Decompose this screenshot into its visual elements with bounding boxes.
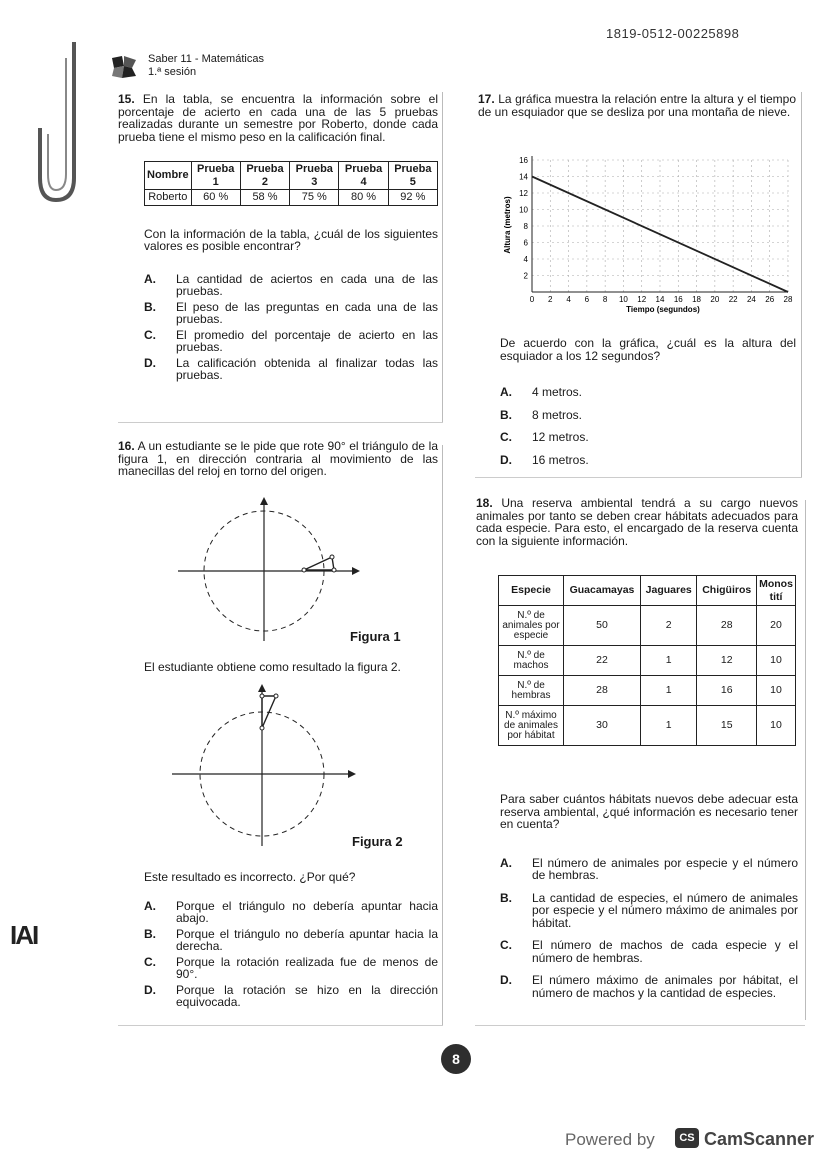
question-16 <box>118 440 438 478</box>
figure-2-label: Figura 2 <box>352 834 403 849</box>
option-letter: B. <box>144 299 156 314</box>
option-text: Porque la rotación realizada fue de menos de 90°. <box>176 954 438 981</box>
q17-option-d[interactable] <box>500 454 796 467</box>
q17-question: De acuerdo con la gráfica, ¿cuál es la altura del esquiador a los 12 segundos? <box>500 336 796 363</box>
q18-number: 18. <box>476 496 493 510</box>
option-text: La cantidad de especies, el número de animales por especie y el número máximo de animales por hábitat. <box>532 890 798 930</box>
question-17 <box>478 93 796 118</box>
option-text: El promedio del porcentaje de acierto en las pruebas. <box>176 327 438 354</box>
option-text: El peso de las preguntas en cada una de las pruebas. <box>176 299 438 326</box>
subject-title: Saber 11 - Matemáticas <box>148 53 264 65</box>
chart-x-tick-label: 14 <box>655 295 665 304</box>
option-letter: D. <box>144 355 156 370</box>
q16-middle-text: El estudiante obtiene como resultado la figura 2. <box>144 660 401 674</box>
q18-cell: 16 <box>697 676 757 706</box>
option-letter: C. <box>144 954 156 969</box>
option-letter: D. <box>500 452 512 467</box>
q15-table <box>144 161 438 206</box>
option-text: 8 metros. <box>532 407 583 422</box>
chart-series-line <box>532 177 788 293</box>
option-text: 4 metros. <box>532 385 583 399</box>
q18-cell: 1 <box>641 676 697 706</box>
option-letter: D. <box>144 982 156 997</box>
q18-row-label: N.º máximo de animales por hábitat <box>499 706 564 746</box>
q15-number: 15. <box>118 92 135 106</box>
chart-x-tick-label: 10 <box>618 295 628 304</box>
chart-x-tick-label: 28 <box>783 295 793 304</box>
left-column-divider-2 <box>442 445 443 1025</box>
chart-y-tick-label: 6 <box>523 238 528 248</box>
option-text: La cantidad de aciertos en cada una de las pruebas. <box>176 271 438 298</box>
chart-series <box>532 177 788 293</box>
chart-x-tick-label: 16 <box>673 295 683 304</box>
q18-cell: 50 <box>564 606 641 646</box>
q18-cell: 28 <box>697 606 757 646</box>
q15-option-d[interactable] <box>144 357 438 382</box>
q18-header-cell: Guacamayas <box>564 576 641 606</box>
option-text: Porque el triángulo no debería apuntar hacia abajo. <box>176 898 438 925</box>
q15-header-cell: Prueba 2 <box>240 162 289 190</box>
chart-y-tick-label: 10 <box>519 205 528 215</box>
chart-x-tick-label: 22 <box>728 295 738 304</box>
chart-x-tick-label: 12 <box>637 295 647 304</box>
page-number: 8 <box>441 1044 471 1074</box>
q18-option-a[interactable] <box>500 857 798 882</box>
q16-statement: A un estudiante se le pide que rote 90° el triángulo de la figura 1, en dirección contraria al movimiento de las manecillas del reloj en torno del origen. <box>118 439 438 478</box>
camscanner-logo-icon: CS <box>675 1128 699 1148</box>
q15-option-b[interactable] <box>144 301 438 326</box>
q18-header-cell: Chigüiros <box>697 576 757 606</box>
session-label: 1.ª sesión <box>148 66 197 78</box>
q15-cell: 80 % <box>339 190 388 206</box>
q18-row-label: N.º de hembras <box>499 676 564 706</box>
option-letter: A. <box>144 271 156 286</box>
q15-cell: 60 % <box>191 190 240 206</box>
q18-option-b[interactable] <box>500 892 798 930</box>
chart-x-tick-label: 20 <box>710 295 720 304</box>
q18-header-cell: Monos tití <box>757 576 796 606</box>
option-letter: B. <box>500 407 512 422</box>
chart-x-tick-label: 18 <box>692 295 702 304</box>
q17-separator <box>475 477 802 478</box>
q16-question: Este resultado es incorrecto. ¿Por qué? <box>144 870 356 884</box>
q15-table-row <box>145 190 438 206</box>
q15-header-cell: Prueba 5 <box>388 162 437 190</box>
chart-x-tick-label: 6 <box>584 295 590 304</box>
q18-cell: 28 <box>564 676 641 706</box>
q18-cell: 10 <box>757 646 796 676</box>
q18-row-label: N.º de animales por especie <box>499 606 564 646</box>
q15-options <box>144 273 438 382</box>
chart-x-tick-label: 8 <box>602 295 608 304</box>
icfes-logo-icon <box>110 54 138 80</box>
option-text: 16 metros. <box>532 452 589 467</box>
chart-y-tick-label: 16 <box>519 156 528 165</box>
powered-by-text: Powered by <box>565 1130 655 1149</box>
q17-line-chart <box>498 150 798 315</box>
option-text: La calificación obtenida al finalizar todas las pruebas. <box>176 355 438 382</box>
q16-separator <box>118 1025 443 1026</box>
q18-cell: 2 <box>641 606 697 646</box>
q18-cell: 12 <box>697 646 757 676</box>
document-code: 1819-0512-00225898 <box>606 26 740 41</box>
option-letter: B. <box>144 926 156 941</box>
q16-bottom <box>144 871 438 1012</box>
option-text: 12 metros. <box>532 430 589 444</box>
paperclip-icon <box>30 38 80 208</box>
option-text: Porque la rotación se hizo en la dirección equivocada. <box>176 982 438 1009</box>
q17-bottom <box>500 337 796 476</box>
q15-cell: 58 % <box>240 190 289 206</box>
q18-table-header-row <box>499 576 796 606</box>
q17-option-a[interactable] <box>500 386 796 399</box>
q17-number: 17. <box>478 92 495 106</box>
chart-y-tick-label: 8 <box>523 222 528 231</box>
q18-table-row <box>499 606 796 646</box>
q17-option-b[interactable] <box>500 409 796 422</box>
right-column-divider <box>801 92 802 477</box>
q17-statement: La gráfica muestra la relación entre la altura y el tiempo de un esquiador que se desliza por una montaña de nieve. <box>478 92 796 119</box>
option-text: El número máximo de animales por hábitat, el número de machos y la cantidad de especies. <box>532 973 798 1000</box>
chart-y-tick-label: 4 <box>523 255 528 264</box>
q18-question: Para saber cuántos hábitats nuevos debe adecuar esta reserva ambiental, ¿qué información es necesario tener en cuenta? <box>500 792 798 831</box>
camscanner-brand: CamScanner <box>704 1129 815 1149</box>
q15-text <box>118 93 438 143</box>
figure-2 <box>168 684 368 854</box>
chart-ticks <box>519 156 793 304</box>
q15-question: Con la información de la tabla, ¿cuál de los siguientes valores es posible encontrar? <box>144 226 438 253</box>
option-text: Porque el triángulo no debería apuntar hacia la derecha. <box>176 926 438 953</box>
q15-statement: En la tabla, se encuentra la información sobre el porcentaje de acierto en cada una de las 5 pruebas realizadas durante un semestre por Roberto, donde cada prueba tiene el mismo peso en la calificación final. <box>118 92 438 144</box>
q18-table-row <box>499 676 796 706</box>
chart-x-tick-label: 24 <box>746 295 756 304</box>
option-letter: C. <box>500 938 512 952</box>
q18-table-row <box>499 646 796 676</box>
question-15 <box>118 93 438 385</box>
q18-bottom <box>500 793 798 1009</box>
question-18 <box>476 497 798 746</box>
q16-number: 16. <box>118 439 135 453</box>
q15-option-a[interactable] <box>144 273 438 298</box>
q18-cell: 10 <box>757 676 796 706</box>
left-column-divider <box>442 92 443 422</box>
q15-header-cell: Prueba 1 <box>191 162 240 190</box>
q15-cell: Roberto <box>145 190 192 206</box>
option-letter: D. <box>500 973 512 987</box>
chart-x-axis-label: Tiempo (segundos) <box>626 305 700 314</box>
q17-option-c[interactable] <box>500 431 796 444</box>
q18-statement: Una reserva ambiental tendrá a su cargo nuevos animales por tanto se deben crear hábitats adecuados para cada especie. Para esto, el encargado de la reserva cuenta con la siguiente información. <box>476 496 798 548</box>
q15-option-c[interactable] <box>144 329 438 354</box>
q17-text <box>478 93 796 118</box>
q18-cell: 30 <box>564 706 641 746</box>
figure-1 <box>170 497 370 647</box>
option-text: El número de animales por especie y el número de hembras. <box>532 855 798 882</box>
chart-y-tick-label: 14 <box>519 172 528 182</box>
q18-separator <box>475 1025 805 1026</box>
q18-text <box>476 497 798 547</box>
q15-table-header-row <box>145 162 438 190</box>
chart-x-tick-label: 4 <box>566 295 571 304</box>
option-text: El número de machos de cada especie y el número de hembras. <box>532 938 798 965</box>
q18-option-d[interactable] <box>500 974 798 999</box>
option-letter: B. <box>500 890 512 905</box>
q18-header-cell: Especie <box>499 576 564 606</box>
q18-cell: 1 <box>641 706 697 746</box>
chart-x-tick-label: 26 <box>765 295 775 304</box>
chart-y-axis-label: Altura (metros) <box>503 196 512 254</box>
header-title <box>148 53 264 79</box>
q18-option-c[interactable] <box>500 939 798 964</box>
q18-header-cell: Jaguares <box>641 576 697 606</box>
figure-1-label: Figura 1 <box>350 629 401 644</box>
q16-text <box>118 440 438 478</box>
q15-header-cell: Nombre <box>145 162 192 190</box>
option-letter: A. <box>500 385 512 399</box>
right-column-divider-2 <box>805 500 806 1020</box>
chart-grid <box>532 160 788 292</box>
q16-option-c[interactable] <box>144 956 438 981</box>
chart-y-tick-label: 2 <box>523 271 528 281</box>
q18-cell: 20 <box>757 606 796 646</box>
side-margin-mark: IAI <box>10 920 38 950</box>
q18-row-label: N.º de machos <box>499 646 564 676</box>
chart-y-tick-label: 12 <box>519 189 528 198</box>
q16-option-b[interactable] <box>144 928 438 953</box>
q15-separator <box>118 422 443 423</box>
q15-header-cell: Prueba 3 <box>290 162 339 190</box>
option-letter: A. <box>144 898 156 913</box>
q18-cell: 1 <box>641 646 697 676</box>
q15-cell: 75 % <box>290 190 339 206</box>
q15-header-cell: Prueba 4 <box>339 162 388 190</box>
q16-option-a[interactable] <box>144 900 438 925</box>
q16-option-d[interactable] <box>144 984 438 1009</box>
option-letter: C. <box>500 430 512 444</box>
q15-cell: 92 % <box>388 190 437 206</box>
chart-x-tick-label: 2 <box>548 295 553 304</box>
q18-cell: 22 <box>564 646 641 676</box>
q18-cell: 15 <box>697 706 757 746</box>
q18-table-row <box>499 706 796 746</box>
option-letter: C. <box>144 327 156 342</box>
option-letter: A. <box>500 855 512 870</box>
q18-table <box>498 575 796 746</box>
q18-cell: 10 <box>757 706 796 746</box>
chart-x-tick-label: 0 <box>529 295 535 304</box>
